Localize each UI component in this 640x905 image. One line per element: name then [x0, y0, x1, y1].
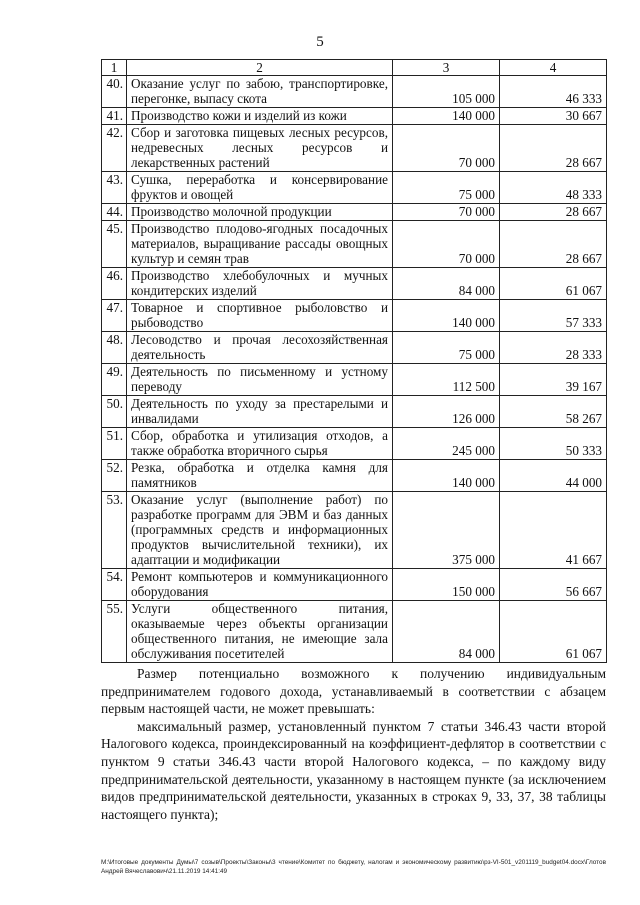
activity-name: Производство кожи и изделий из кожи	[127, 108, 393, 125]
row-number: 54.	[102, 569, 127, 601]
row-number: 53.	[102, 492, 127, 569]
row-number: 42.	[102, 125, 127, 172]
activity-name: Деятельность по уходу за престарелыми и инвалидами	[127, 396, 393, 428]
activity-name: Сбор и заготовка пищевых лесных ресурсов, недревесных лесных ресурсов и лекарственных растений	[127, 125, 393, 172]
activity-name: Услуги общественного питания, оказываемые через объекты организации общественного питания, не имеющие зала обслуживания посетителей	[127, 601, 393, 663]
row-number: 45.	[102, 221, 127, 268]
activity-name: Товарное и спортивное рыболовство и рыбоводство	[127, 300, 393, 332]
table-row	[102, 569, 607, 601]
row-number: 46.	[102, 268, 127, 300]
table-row	[102, 108, 607, 125]
income-value: 70 000	[393, 204, 500, 221]
income-value: 112 500	[393, 364, 500, 396]
row-number: 41.	[102, 108, 127, 125]
activity-table	[101, 59, 607, 663]
income-value: 84 000	[393, 601, 500, 663]
coefficient-value: 28 667	[500, 221, 607, 268]
table-row	[102, 221, 607, 268]
income-value: 375 000	[393, 492, 500, 569]
income-value: 126 000	[393, 396, 500, 428]
table-row	[102, 172, 607, 204]
activity-name: Производство плодово-ягодных посадочных материалов, выращивание рассады овощных культур и семян трав	[127, 221, 393, 268]
row-number: 48.	[102, 332, 127, 364]
coefficient-value: 61 067	[500, 601, 607, 663]
coefficient-value: 39 167	[500, 364, 607, 396]
income-value: 75 000	[393, 332, 500, 364]
table-row	[102, 125, 607, 172]
coefficient-value: 28 333	[500, 332, 607, 364]
coefficient-value: 50 333	[500, 428, 607, 460]
table-row	[102, 332, 607, 364]
table-row	[102, 268, 607, 300]
row-number: 43.	[102, 172, 127, 204]
coefficient-value: 28 667	[500, 125, 607, 172]
coefficient-value: 61 067	[500, 268, 607, 300]
row-number: 47.	[102, 300, 127, 332]
coefficient-value: 48 333	[500, 172, 607, 204]
table-row	[102, 300, 607, 332]
row-number: 52.	[102, 460, 127, 492]
column-header-4: 4	[500, 60, 607, 76]
row-number: 51.	[102, 428, 127, 460]
coefficient-value: 46 333	[500, 76, 607, 108]
body-text	[101, 665, 606, 823]
income-value: 245 000	[393, 428, 500, 460]
coefficient-value: 41 667	[500, 492, 607, 569]
activity-name: Ремонт компьютеров и коммуникационного оборудования	[127, 569, 393, 601]
table-row	[102, 76, 607, 108]
row-number: 40.	[102, 76, 127, 108]
table-row	[102, 364, 607, 396]
column-header-1: 1	[102, 60, 127, 76]
table-row	[102, 396, 607, 428]
paragraph-1: Размер потенциально возможного к получению индивидуальным предпринимателем годового дохода, устанавливаемый в соответствии с абзацем первым настоящей части, не может превышать:	[101, 666, 606, 717]
page-number: 5	[316, 34, 324, 50]
table-row	[102, 492, 607, 569]
income-value: 150 000	[393, 569, 500, 601]
coefficient-value: 44 000	[500, 460, 607, 492]
activity-name: Оказание услуг (выполнение работ) по разработке программ для ЭВМ и баз данных (программных средств и информационных продуктов вычислительной техники), их адаптации и модификации	[127, 492, 393, 569]
income-value: 140 000	[393, 108, 500, 125]
activity-name: Сушка, переработка и консервирование фруктов и овощей	[127, 172, 393, 204]
activity-name: Производство хлебобулочных и мучных кондитерских изделий	[127, 268, 393, 300]
activity-name: Лесоводство и прочая лесохозяйственная деятельность	[127, 332, 393, 364]
coefficient-value: 28 667	[500, 204, 607, 221]
activity-name: Производство молочной продукции	[127, 204, 393, 221]
income-value: 84 000	[393, 268, 500, 300]
activity-name: Сбор, обработка и утилизация отходов, а также обработка вторичного сырья	[127, 428, 393, 460]
document-path-footer: М:\Итоговые документы Думы\7 созыв\Проекты\Законы\3 чтение\Комитет по бюджету, налогам и экономическому развитию\рз-VI-501_v201119_budget04.docx\Глотов Андрей Вячеславович\21.11.2019 14:41:49	[101, 859, 606, 875]
row-number: 44.	[102, 204, 127, 221]
column-header-3: 3	[393, 60, 500, 76]
coefficient-value: 57 333	[500, 300, 607, 332]
table-row	[102, 601, 607, 663]
column-header-2: 2	[127, 60, 393, 76]
activity-name: Деятельность по письменному и устному переводу	[127, 364, 393, 396]
income-value: 70 000	[393, 221, 500, 268]
income-value: 105 000	[393, 76, 500, 108]
income-value: 75 000	[393, 172, 500, 204]
table-row	[102, 204, 607, 221]
activity-name: Оказание услуг по забою, транспортировке, перегонке, выпасу скота	[127, 76, 393, 108]
row-number: 49.	[102, 364, 127, 396]
row-number: 55.	[102, 601, 127, 663]
paragraph-2: максимальный размер, установленный пунктом 7 статьи 346.43 части второй Налогового кодекса, проиндексированный на коэффициент-дефлятор в соответствии с пунктом 9 статьи 346.43 части второй Налогового кодекса, – по каждому виду предпринимательской деятельности, указанному в настоящем пункте (за исключением видов предпринимательской деятельности, указанных в строках 9, 33, 37, 38 таблицы настоящего пункта);	[101, 718, 606, 822]
income-value: 140 000	[393, 300, 500, 332]
activity-name: Резка, обработка и отделка камня для памятников	[127, 460, 393, 492]
row-number: 50.	[102, 396, 127, 428]
coefficient-value: 56 667	[500, 569, 607, 601]
table-row	[102, 460, 607, 492]
income-value: 140 000	[393, 460, 500, 492]
income-value: 70 000	[393, 125, 500, 172]
table-row	[102, 428, 607, 460]
coefficient-value: 30 667	[500, 108, 607, 125]
table-header-row	[102, 60, 607, 76]
coefficient-value: 58 267	[500, 396, 607, 428]
